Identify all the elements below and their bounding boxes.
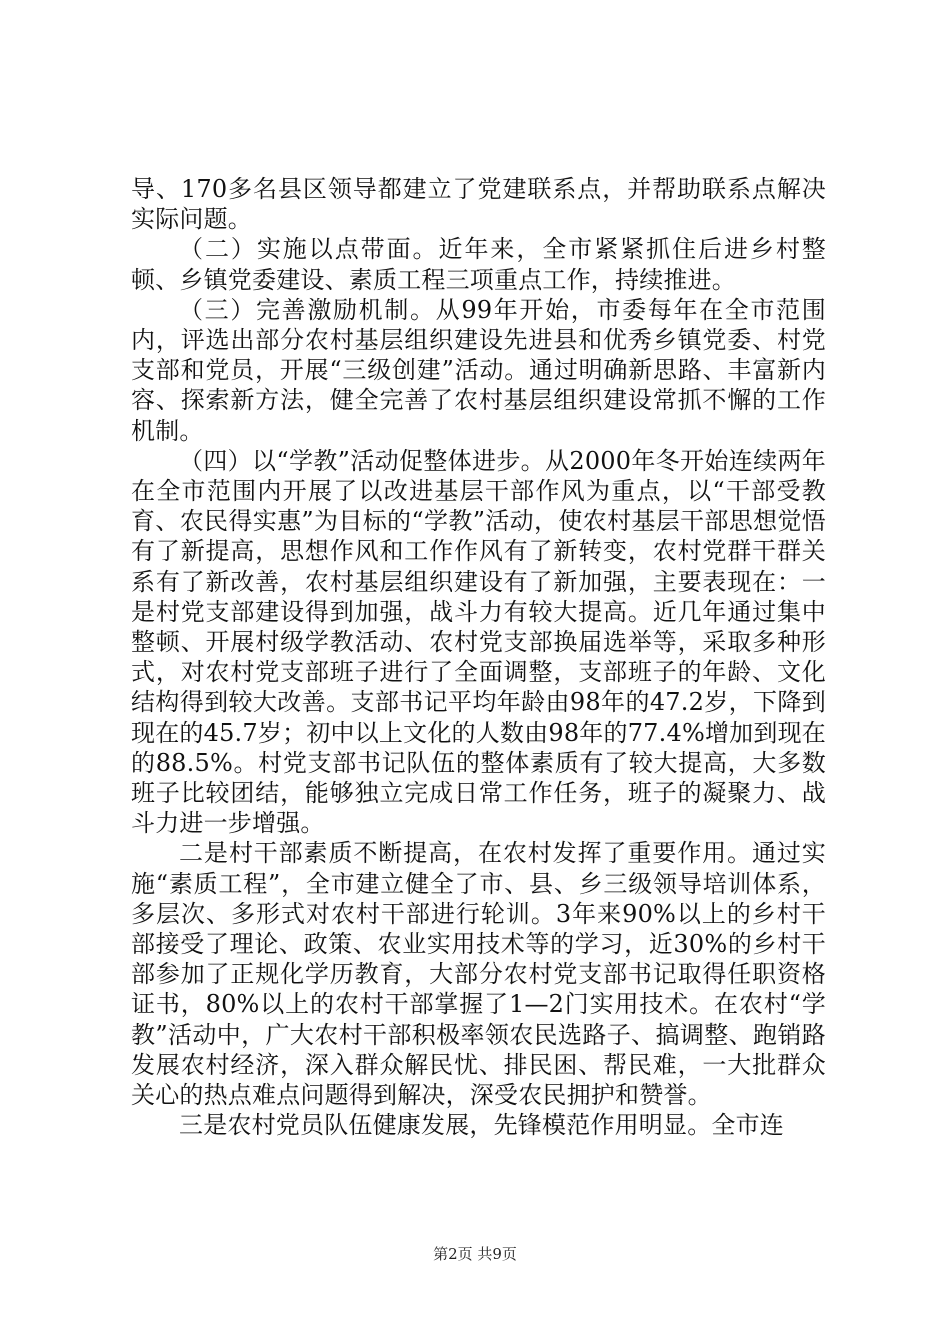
paragraph-section-2: （二）实施以点带面。近年来，全市紧紧抓住后进乡村整顿、乡镇党委建设、素质工程三项重点工作，持续推进。 [131, 235, 826, 294]
paragraph-section-3: （三）完善激励机制。从99年开始，市委每年在全市范围内，评选出部分农村基层组织建设先进县和优秀乡镇党委、村党支部和党员，开展“三级创建”活动。通过明确新思路、丰富新内容、探索新方法，健全完善了农村基层组织建设常抓不懈的工作机制。 [131, 295, 826, 445]
paragraph-point-3: 三是农村党员队伍健康发展，先锋模范作用明显。全市连 [179, 1111, 784, 1140]
document-body [131, 174, 826, 1141]
paragraph-continued: 导、170多名县区领导都建立了党建联系点，并帮助联系点解决实际问题。 [131, 175, 826, 234]
paragraph-section-4: （四）以“学教”活动促整体进步。从2000年冬开始连续两年在全市范围内开展了以改进基层干部作风为重点，以“干部受教育、农民得实惠”为目标的“学教”活动，使农村基层干部思想觉悟有了新提高，思想作风和工作作风有了新转变，农村党群干群关系有了新改善，农村基层组织建设有了新加强，主要表现在：一是村党支部建设得到加强，战斗力有较大提高。近几年通过集中整顿、开展村级学教活动、农村党支部换届选举等，采取多种形式，对农村党支部班子进行了全面调整，支部班子的年龄、文化结构得到较大改善。支部书记平均年龄由98年的47.2岁，下降到现在的45.7岁；初中以上文化的人数由98年的77.4%增加到现在的88.5%。村党支部书记队伍的整体素质有了较大提高，大多数班子比较团结，能够独立完成日常工作任务，班子的凝聚力、战斗力进一步增强。 [131, 446, 826, 838]
page-number-footer: 第2页 共9页 [433, 1245, 517, 1263]
paragraph-point-2: 二是村干部素质不断提高，在农村发挥了重要作用。通过实施“素质工程”，全市建立健全了市、县、乡三级领导培训体系，多层次、多形式对农村干部进行轮训。3年来90%以上的乡村干部接受了理论、政策、农业实用技术等的学习，近30%的乡村干部参加了正规化学历教育，大部分农村党支部书记取得任职资格证书，80%以上的农村干部掌握了1—2门实用技术。在农村“学教”活动中，广大农村干部积极率领农民选路子、搞调整、跑销路发展农村经济，深入群众解民忧、排民困、帮民难，一大批群众关心的热点难点问题得到解决，深受农民拥护和赞誉。 [131, 839, 826, 1110]
